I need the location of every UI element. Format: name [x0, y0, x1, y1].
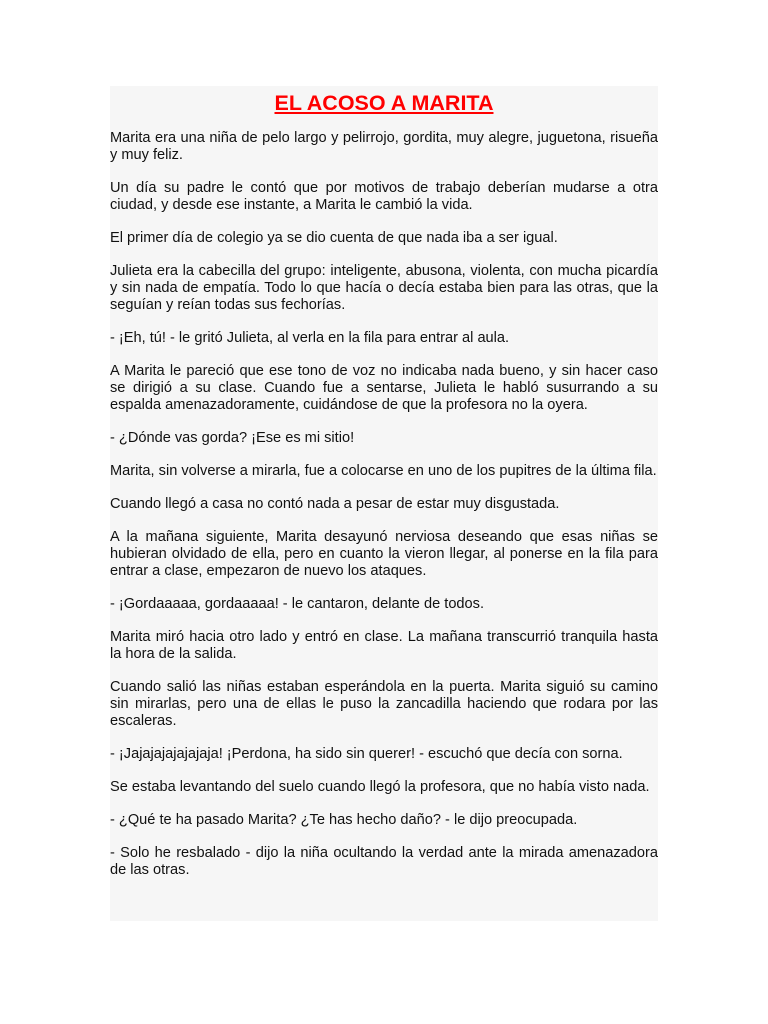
paragraph: A Marita le pareció que ese tono de voz no indicaba nada bueno, y sin hacer caso se dirigió a su clase. Cuando fue a sentarse, Julieta le habló susurrando a su espalda amenazadoramente, cuidándose de que la profesora no la oyera. [110, 363, 658, 413]
paragraph: Cuando llegó a casa no contó nada a pesar de estar muy disgustada. [110, 496, 560, 512]
paragraph: Marita miró hacia otro lado y entró en clase. La mañana transcurrió tranquila hasta la hora de la salida. [110, 629, 658, 662]
document-title: EL ACOSO A MARITA [274, 91, 494, 115]
paragraph: Cuando salió las niñas estaban esperándola en la puerta. Marita siguió su camino sin mirarlas, pero una de ellas le puso la zancadilla haciendo que rodara por las escaleras. [110, 679, 658, 729]
paragraph: Julieta era la cabecilla del grupo: inteligente, abusona, violenta, con mucha picardía y sin nada de empatía. Todo lo que hacía o decía estaba bien para las otras, que la seguían y reían todas sus fechorías. [110, 263, 658, 313]
document-page [110, 86, 658, 921]
document-body [110, 130, 658, 879]
dialogue-line: - ¡Eh, tú! - le gritó Julieta, al verla en la fila para entrar al aula. [110, 330, 510, 346]
dialogue-line: - ¿Dónde vas gorda? ¡Ese es mi sitio! [110, 430, 355, 446]
paragraph: Un día su padre le contó que por motivos de trabajo deberían mudarse a otra ciudad, y desde ese instante, a Marita le cambió la vida. [110, 180, 658, 213]
paragraph: Se estaba levantando del suelo cuando llegó la profesora, que no había visto nada. [110, 779, 650, 795]
paragraph: Marita era una niña de pelo largo y pelirrojo, gordita, muy alegre, juguetona, risueña y muy feliz. [110, 130, 658, 163]
paragraph: Marita, sin volverse a mirarla, fue a colocarse en uno de los pupitres de la última fila. [110, 463, 657, 479]
dialogue-line: - ¿Qué te ha pasado Marita? ¿Te has hecho daño? - le dijo preocupada. [110, 812, 578, 828]
paragraph: A la mañana siguiente, Marita desayunó nerviosa deseando que esas niñas se hubieran olvidado de ella, pero en cuanto la vieron llegar, al ponerse en la fila para entrar a clase, empezaron de nuevo los ataques. [110, 529, 658, 579]
dialogue-line: - Solo he resbalado - dijo la niña ocultando la verdad ante la mirada amenazadora de las otras. [110, 845, 658, 878]
dialogue-line: - ¡Gordaaaaa, gordaaaaa! - le cantaron, delante de todos. [110, 596, 485, 612]
dialogue-line: - ¡Jajajajajajajaja! ¡Perdona, ha sido sin querer! - escuchó que decía con sorna. [110, 746, 623, 762]
paragraph: El primer día de colegio ya se dio cuenta de que nada iba a ser igual. [110, 230, 558, 246]
